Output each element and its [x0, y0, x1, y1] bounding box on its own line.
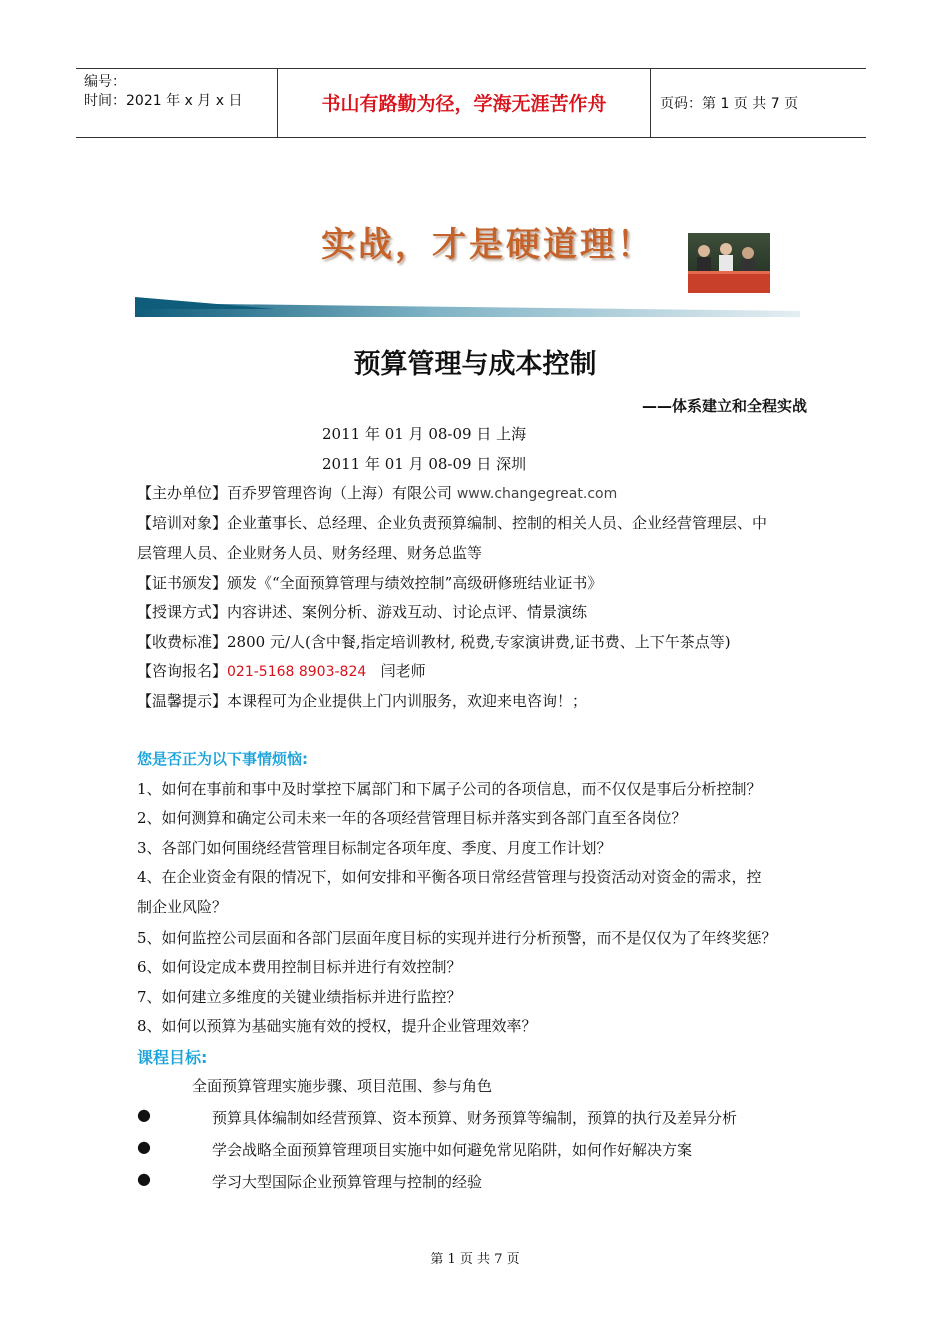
bullet-icon: ● [137, 1105, 151, 1124]
session-date: 2011 年 01 月 08-09 日 上海 [322, 425, 527, 443]
cert-value: 颁发《“全面预算管理与绩效控制”高级研修班结业证书》 [227, 574, 603, 592]
info-host [137, 482, 617, 503]
problem-item: 6、如何设定成本费用控制目标并进行有效控制？ [137, 958, 462, 976]
session-date: 2011 年 01 月 08-09 日 深圳 [322, 455, 527, 473]
tip-value: 本课程可为企业提供上门内训服务，欢迎来电咨询！； [227, 692, 588, 710]
header-motto: 书山有路勤为径，学海无涯苦作舟 [321, 93, 607, 115]
host-url[interactable]: www.changegreat.com [456, 486, 618, 502]
banner-slogan: 实战，才是硬道理！ [321, 225, 654, 265]
header-page-label: 页码：第 1 页 共 7 页 [660, 96, 799, 112]
problem-item: 制企业风险？ [137, 898, 228, 916]
page-footer: 第 1 页 共 7 页 [430, 1252, 520, 1267]
fee-value: 2800 元/人(含中餐,指定培训教材, 税费,专家演讲费,证书费、上下午茶点等) [227, 633, 731, 651]
bullet-icon: ● [137, 1137, 151, 1156]
goal-item: 学习大型国际企业预算管理与控制的经验 [212, 1173, 483, 1191]
problem-item: 7、如何建立多维度的关键业绩指标并进行监控？ [137, 988, 462, 1006]
banner [135, 205, 800, 317]
goals-heading: 课程目标: [137, 1048, 208, 1067]
cert-label: 【证书颁发】 [137, 574, 228, 592]
problem-item: 8、如何以预算为基础实施有效的授权，提升企业管理效率？ [137, 1017, 537, 1035]
host-value: 百乔罗管理咨询（上海）有限公司 [227, 484, 453, 502]
header-meta [84, 73, 242, 111]
contact-person: 闫老师 [380, 662, 426, 680]
contact-phone[interactable]: 021-5168 8903-824 [227, 664, 367, 680]
tip-label: 【温馨提示】 [137, 692, 228, 710]
problem-item: 5、如何监控公司层面和各部门层面年度目标的实现并进行分析预警，而不是仅仅为了年终奖惩？ [137, 929, 777, 947]
info-contact [137, 660, 426, 681]
method-value: 内容讲述、案例分析、游戏互动、讨论点评、情景演练 [227, 603, 588, 621]
problem-item: 4、在企业资金有限的情况下，如何安排和平衡各项日常经营管理与投资活动对资金的需求，控 [137, 868, 762, 886]
target-value: 企业董事长、总经理、企业负责预算编制、控制的相关人员、企业经营管理层、中 [227, 514, 768, 532]
header-divider [650, 69, 651, 137]
bullet-icon: ● [137, 1169, 151, 1188]
problem-item: 1、如何在事前和事中及时掌控下属部门和下属子公司的各项信息，而不仅仅是事后分析控制？ [137, 780, 762, 798]
problems-heading: 您是否正为以下事情烦恼: [137, 750, 308, 768]
info-target [137, 512, 767, 533]
info-method [137, 601, 587, 622]
host-label: 【主办单位】 [137, 484, 228, 502]
goals-intro: 全面预算管理实施步骤、项目范围、参与角色 [192, 1077, 493, 1095]
goal-item: 学会战略全面预算管理项目实施中如何避免常见陷阱，如何作好解决方案 [212, 1141, 693, 1159]
info-tip [137, 690, 587, 711]
contact-label: 【咨询报名】 [137, 662, 228, 680]
info-cert [137, 572, 602, 593]
goal-item: 预算具体编制如经营预算、资本预算、财务预算等编制，预算的执行及差异分析 [212, 1109, 738, 1127]
info-fee [137, 631, 731, 652]
page-header [76, 68, 866, 138]
fee-label: 【收费标准】 [137, 633, 228, 651]
meeting-photo-image [688, 233, 770, 293]
problem-item: 3、各部门如何围绕经营管理目标制定各项年度、季度、月度工作计划？ [137, 839, 612, 857]
target-label: 【培训对象】 [137, 514, 228, 532]
problem-item: 2、如何测算和确定公司未来一年的各项经营管理目标并落实到各部门直至各岗位？ [137, 809, 687, 827]
time-label: 时间：2021 年 x 月 x 日 [84, 93, 243, 109]
banner-stripe [135, 289, 800, 317]
info-target-continued: 层管理人员、企业财务人员、财务经理、财务总监等 [137, 544, 483, 562]
number-label: 编号： [84, 74, 126, 90]
course-subtitle: ——体系建立和全程实战 [641, 397, 807, 415]
method-label: 【授课方式】 [137, 603, 228, 621]
course-title: 预算管理与成本控制 [353, 349, 597, 380]
